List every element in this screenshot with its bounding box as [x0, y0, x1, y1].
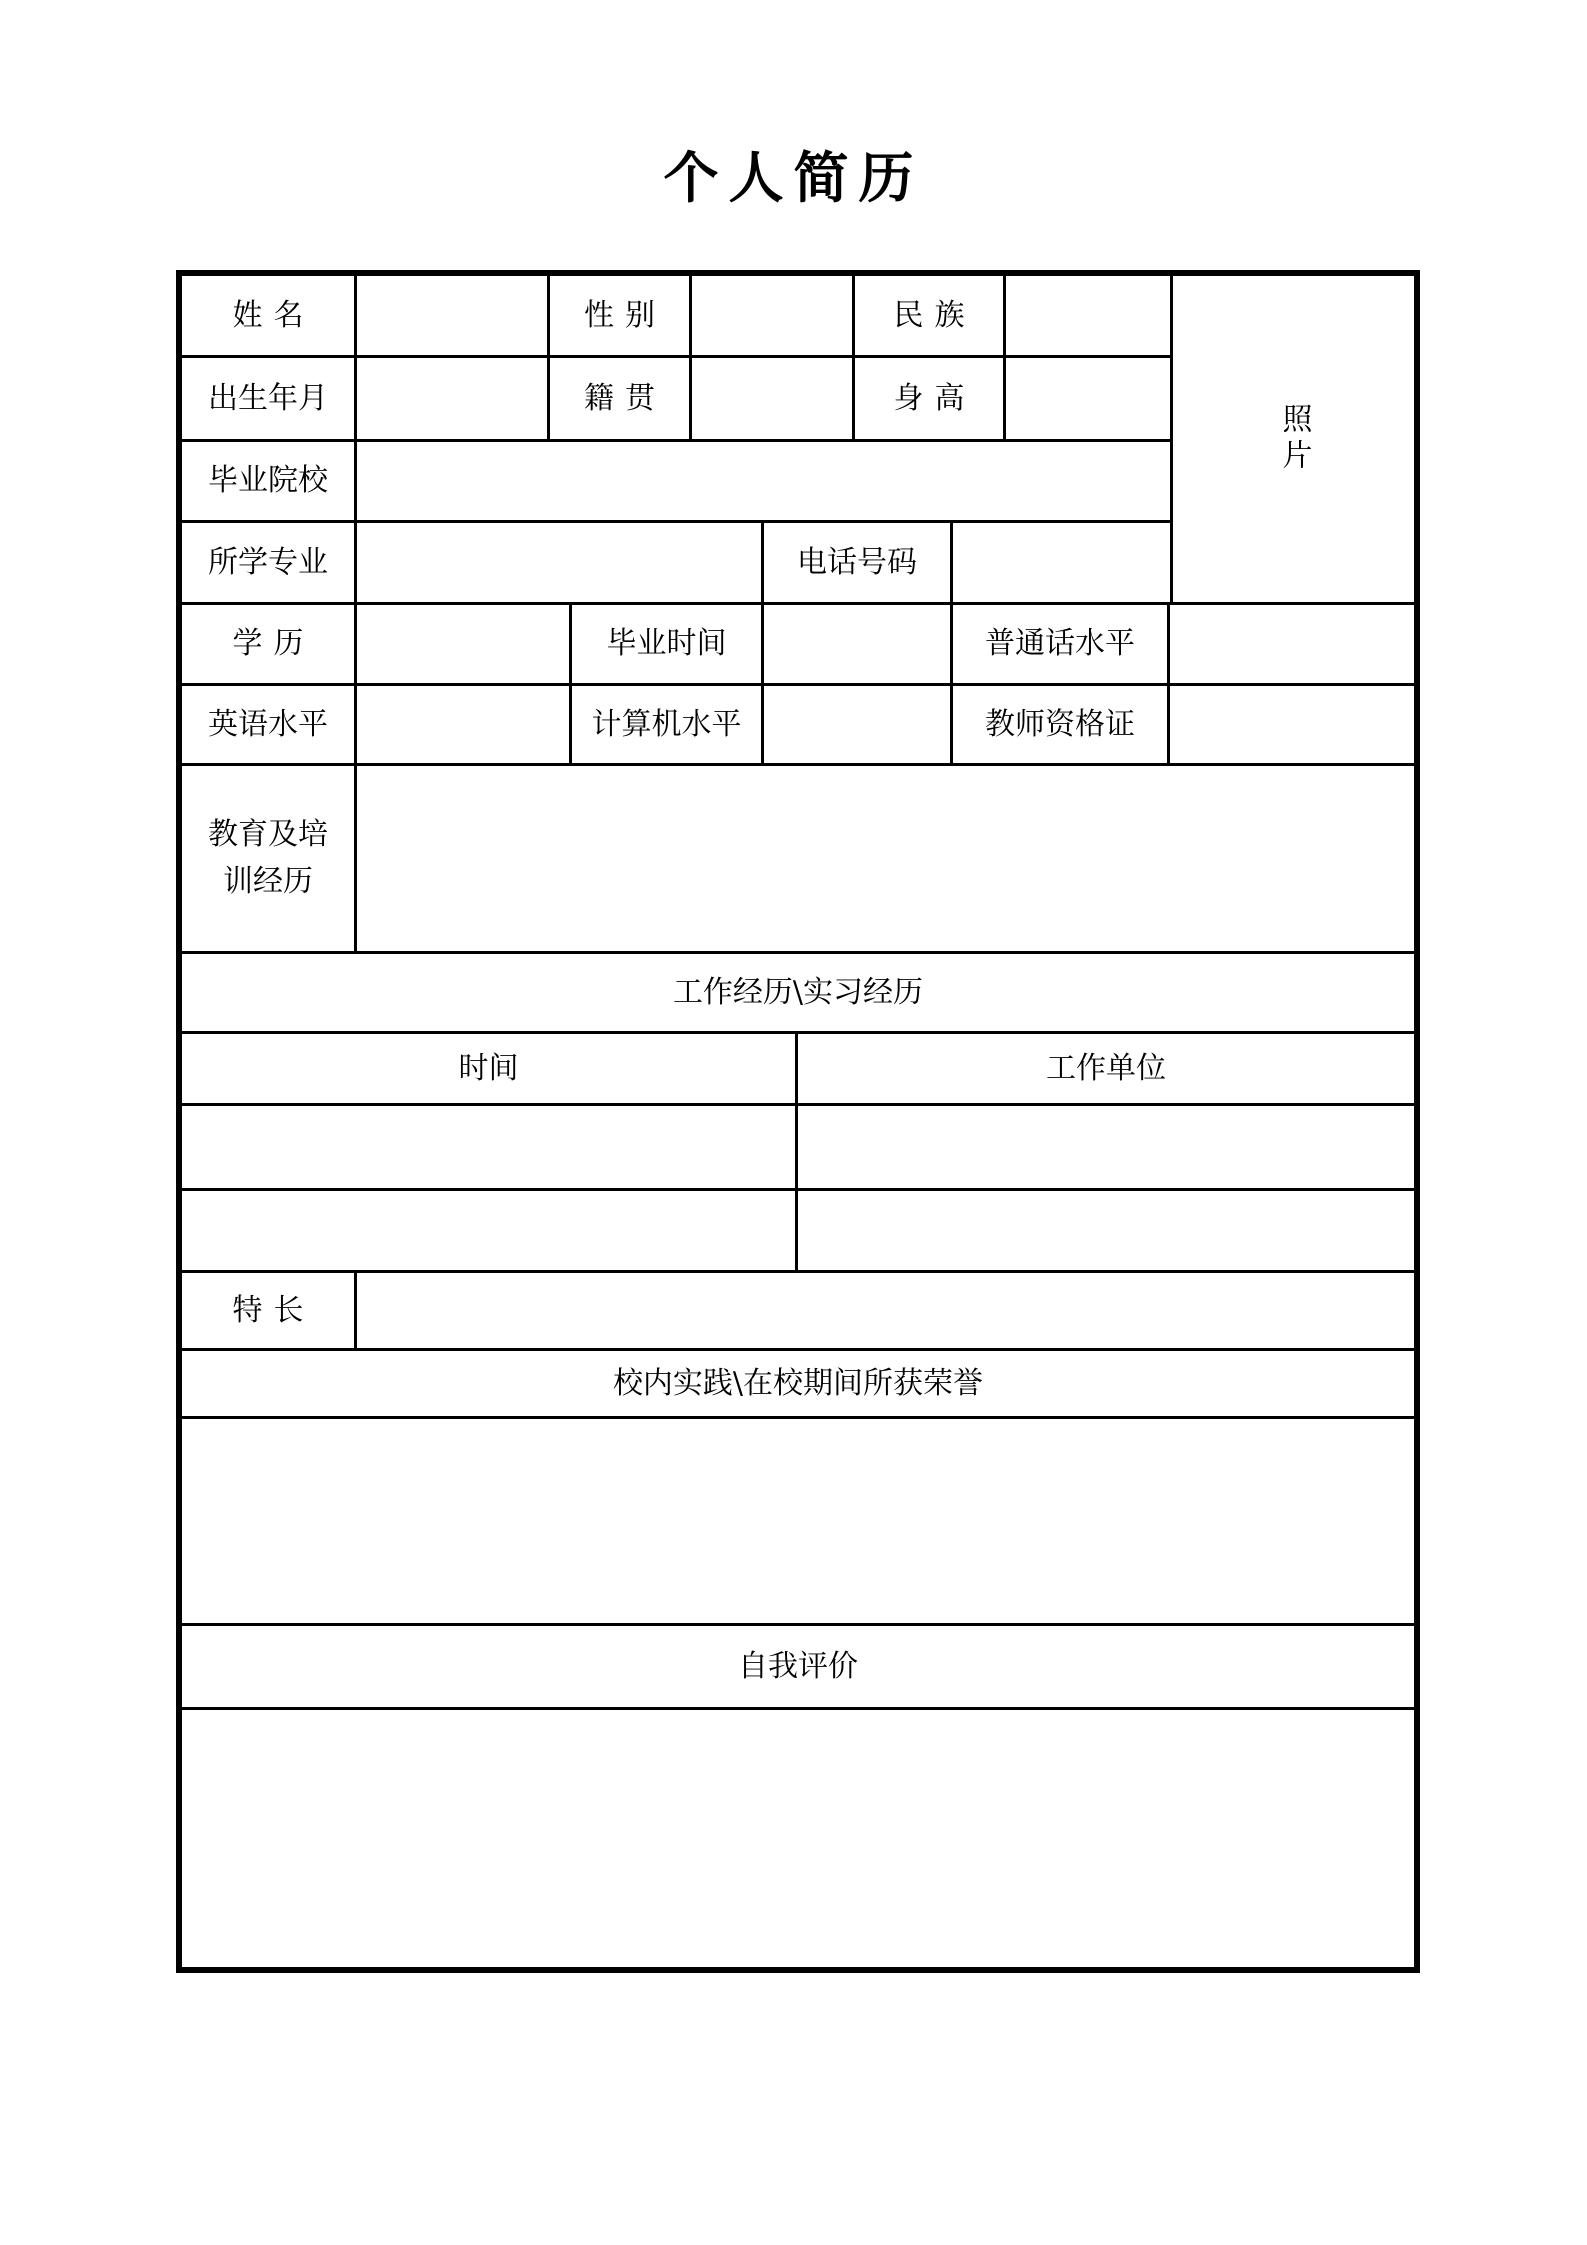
computer-level-label: 计算机水平	[591, 706, 742, 742]
native-place-label: 籍贯	[584, 380, 666, 416]
major-value-cell[interactable]	[357, 523, 764, 602]
row-campus-practice-header	[182, 1351, 1414, 1419]
photo-cell[interactable]	[1170, 276, 1414, 605]
graduation-time-label: 毕业时间	[606, 626, 727, 661]
name-value-cell[interactable]	[357, 276, 550, 355]
mandarin-level-label: 普通话水平	[985, 626, 1135, 661]
phone-value-cell[interactable]	[953, 523, 1170, 602]
education-level-label: 学历	[232, 626, 315, 661]
ethnicity-label-cell	[855, 276, 1006, 355]
teacher-certificate-value-cell[interactable]	[1170, 686, 1414, 763]
work-time-column-label: 时间	[458, 1050, 519, 1086]
work-row-1	[182, 1106, 1414, 1191]
english-level-label: 英语水平	[208, 706, 328, 742]
photo-label: 照片	[1276, 403, 1312, 475]
row-name-gender-ethnicity	[182, 276, 1170, 358]
work-row-1-unit-cell[interactable]	[798, 1106, 1414, 1188]
graduation-time-label-cell	[572, 605, 764, 683]
row-graduate-school	[182, 442, 1170, 523]
self-evaluation-header-text: 自我评价	[738, 1648, 858, 1684]
height-label: 身高	[893, 380, 976, 416]
english-level-value-cell[interactable]	[357, 686, 572, 763]
height-value-cell[interactable]	[1006, 358, 1170, 439]
education-level-value-cell[interactable]	[357, 605, 572, 683]
education-level-label-cell	[182, 605, 357, 683]
self-evaluation-content-cell[interactable]	[182, 1710, 1414, 1959]
campus-practice-header	[182, 1351, 1414, 1416]
phone-label-cell	[764, 523, 953, 602]
teacher-certificate-label-cell	[953, 686, 1170, 763]
birth-date-label-cell	[182, 358, 357, 439]
graduate-school-label-cell	[182, 442, 357, 520]
page-title: 个人简历	[663, 145, 924, 210]
graduate-school-value-cell[interactable]	[357, 442, 1170, 520]
native-place-value-cell[interactable]	[692, 358, 855, 439]
graduate-school-label: 毕业院校	[208, 463, 328, 498]
row-work-experience-header	[182, 954, 1414, 1034]
row-self-evaluation-header	[182, 1626, 1414, 1710]
gender-value-cell[interactable]	[692, 276, 855, 355]
campus-practice-content-cell[interactable]	[182, 1419, 1414, 1623]
row-specialty	[182, 1273, 1414, 1351]
name-label-cell	[182, 276, 357, 355]
work-row-2-unit-cell[interactable]	[798, 1191, 1414, 1270]
phone-label: 电话号码	[797, 544, 917, 580]
row-birth-native-height	[182, 358, 1170, 442]
ethnicity-label: 民族	[893, 297, 976, 333]
birth-date-label: 出生年月	[208, 380, 328, 416]
basic-info-rows	[182, 276, 1170, 605]
work-experience-header-text: 工作经历\实习经历	[672, 974, 924, 1010]
resume-table	[176, 270, 1420, 1973]
education-training-label: 教育及培训经历	[208, 817, 328, 899]
row-education-graduation-mandarin	[182, 605, 1414, 686]
education-training-value-cell[interactable]	[357, 766, 1414, 951]
work-unit-column-label: 工作单位	[1046, 1050, 1166, 1086]
row-major-phone	[182, 523, 1170, 605]
row-campus-practice-content	[182, 1419, 1414, 1626]
teacher-certificate-label: 教师资格证	[985, 706, 1135, 742]
major-label-cell	[182, 523, 357, 602]
work-row-2	[182, 1191, 1414, 1273]
gender-label: 性别	[584, 297, 666, 333]
campus-practice-header-text: 校内实践\在校期间所获荣誉	[612, 1365, 984, 1401]
work-experience-header	[182, 954, 1414, 1031]
major-label: 所学专业	[208, 544, 328, 580]
specialty-label-cell	[182, 1273, 357, 1348]
mandarin-level-label-cell	[953, 605, 1170, 683]
native-place-label-cell	[550, 358, 692, 439]
graduation-time-value-cell[interactable]	[764, 605, 953, 683]
work-row-1-time-cell[interactable]	[182, 1106, 798, 1188]
work-row-2-time-cell[interactable]	[182, 1191, 798, 1270]
gender-label-cell	[550, 276, 692, 355]
work-time-column-header	[182, 1034, 798, 1103]
row-education-training	[182, 766, 1414, 954]
specialty-value-cell[interactable]	[357, 1273, 1414, 1348]
computer-level-label-cell	[572, 686, 764, 763]
row-english-computer-certificate	[182, 686, 1414, 766]
education-training-label-cell	[182, 766, 357, 951]
self-evaluation-header	[182, 1626, 1414, 1707]
mandarin-level-value-cell[interactable]	[1170, 605, 1414, 683]
computer-level-value-cell[interactable]	[764, 686, 953, 763]
height-label-cell	[855, 358, 1006, 439]
specialty-label: 特长	[232, 1292, 315, 1328]
basic-info-block	[182, 276, 1414, 605]
ethnicity-value-cell[interactable]	[1006, 276, 1170, 355]
row-self-evaluation-content	[182, 1710, 1414, 1959]
row-work-columns	[182, 1034, 1414, 1106]
english-level-label-cell	[182, 686, 357, 763]
name-label: 姓名	[232, 297, 315, 333]
birth-date-value-cell[interactable]	[357, 358, 550, 439]
work-unit-column-header	[798, 1034, 1414, 1103]
